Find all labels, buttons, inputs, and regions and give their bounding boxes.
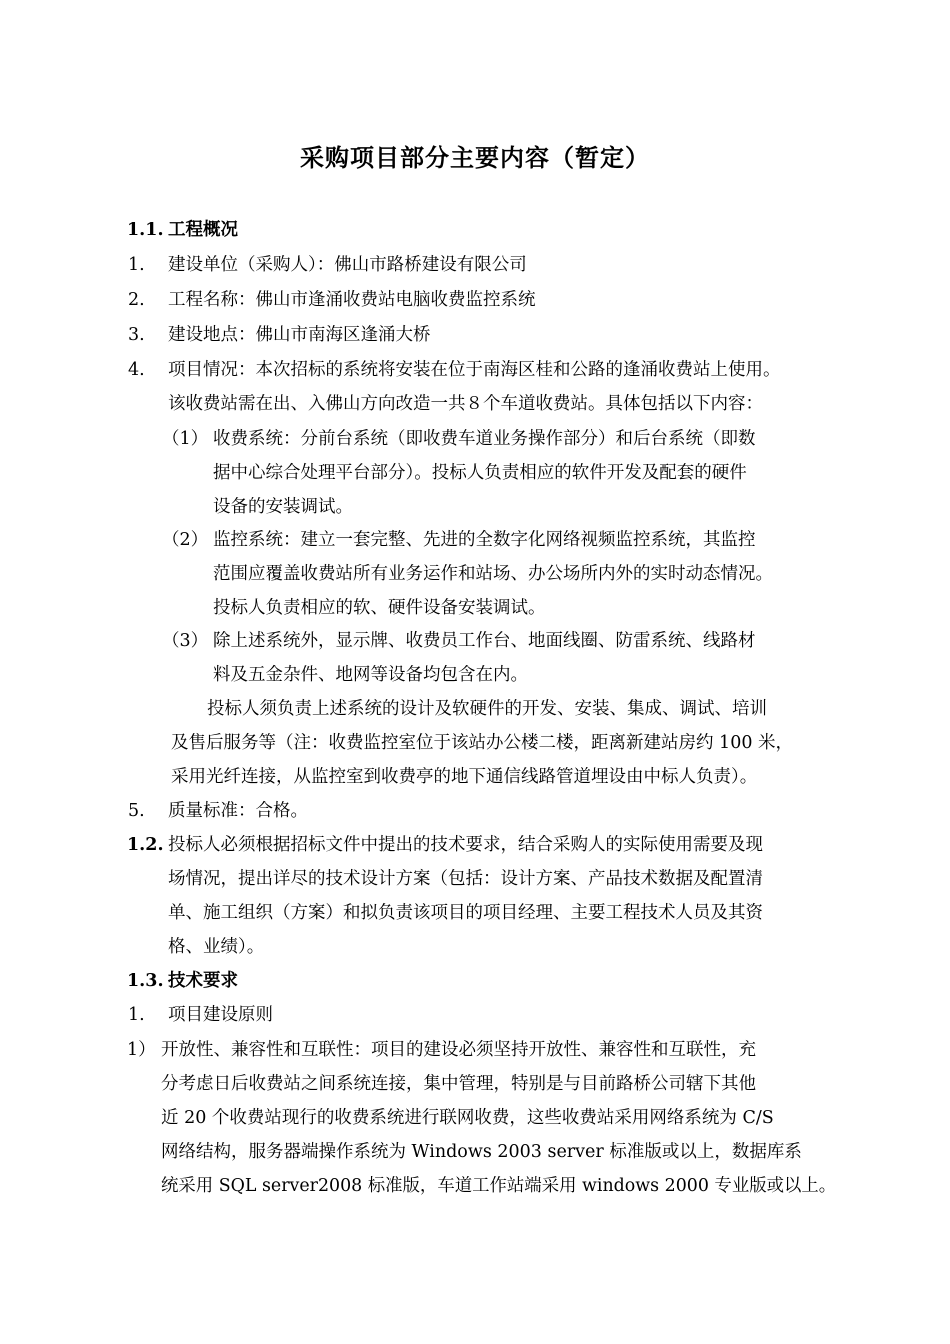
list-number: 4. — [128, 360, 145, 380]
list-item-line: 项目情况：本次招标的系统将安装在位于南海区桂和公路的逢涌收费站上使用。 — [168, 360, 781, 380]
list-item: 项目建设原则 — [168, 1005, 273, 1025]
list-number: 1. — [128, 1005, 145, 1025]
section-line: 场情况，提出详尽的技术设计方案（包括：设计方案、产品技术数据及配置清 — [168, 869, 763, 889]
sub-item-line: 投标人负责相应的软、硬件设备安装调试。 — [213, 598, 546, 618]
list-number: 3. — [128, 325, 145, 345]
paragraph-line: 近 20 个收费站现行的收费系统进行联网收费，这些收费站采用网络系统为 C/S — [161, 1108, 774, 1128]
list-item: 质量标准：合格。 — [168, 801, 308, 821]
list-number: 1） — [127, 1040, 156, 1060]
sub-item-line: 监控系统：建立一套完整、先进的全数字化网络视频监控系统，其监控 — [213, 530, 756, 550]
sub-item-line: 除上述系统外，显示牌、收费员工作台、地面线圈、防雷系统、线路材 — [213, 631, 756, 651]
section-heading: 工程概况 — [168, 220, 238, 240]
sub-item-line: 料及五金杂件、地网等设备均包含在内。 — [213, 665, 528, 685]
list-item-line: 该收费站需在出、入佛山方向改造一共８个车道收费站。具体包括以下内容： — [168, 394, 763, 414]
paragraph-line: 统采用 SQL server2008 标准版，车道工作站端采用 windows 2000 专业版或以上。 — [161, 1176, 837, 1196]
sub-number: （3） — [162, 631, 209, 651]
paragraph-line: 及售后服务等（注：收费监控室位于该站办公楼二楼，距离新建站房约 100 米， — [171, 733, 794, 753]
section-line: 投标人必须根据招标文件中提出的技术要求，结合采购人的实际使用需要及现 — [168, 835, 763, 855]
page-title: 采购项目部分主要内容（暂定） — [300, 143, 650, 172]
list-item: 工程名称：佛山市逢涌收费站电脑收费监控系统 — [168, 290, 536, 310]
sub-item-line: 设备的安装调试。 — [213, 497, 353, 517]
list-number: 5. — [128, 801, 145, 821]
list-item: 建设地点：佛山市南海区逢涌大桥 — [168, 325, 431, 345]
paragraph-line: 开放性、兼容性和互联性：项目的建设必须坚持开放性、兼容性和互联性，充 — [161, 1040, 756, 1060]
sub-number: （2） — [162, 530, 209, 550]
section-line: 格、业绩）。 — [168, 937, 265, 957]
section-heading: 技术要求 — [168, 971, 238, 991]
section-number: 1.3. — [127, 971, 164, 991]
sub-number: （1） — [162, 429, 209, 449]
list-item: 建设单位（采购人）：佛山市路桥建设有限公司 — [168, 255, 527, 275]
list-number: 1. — [128, 255, 145, 275]
section-line: 单、施工组织（方案）和拟负责该项目的项目经理、主要工程技术人员及其资 — [168, 903, 763, 923]
sub-item-line: 据中心综合处理平台部分）。投标人负责相应的软件开发及配套的硬件 — [213, 463, 747, 483]
list-number: 2. — [128, 290, 145, 310]
sub-item-line: 范围应覆盖收费站所有业务运作和站场、办公场所内外的实时动态情况。 — [213, 564, 773, 584]
paragraph-line: 分考虑日后收费站之间系统连接，集中管理，特别是与目前路桥公司辖下其他 — [161, 1074, 756, 1094]
paragraph-line: 投标人须负责上述系统的设计及软硬件的开发、安装、集成、调试、培训 — [207, 699, 767, 719]
section-number: 1.2. — [127, 835, 164, 855]
sub-item-line: 收费系统：分前台系统（即收费车道业务操作部分）和后台系统（即数 — [213, 429, 756, 449]
paragraph-line: 采用光纤连接，从监控室到收费亭的地下通信线路管道埋设由中标人负责）。 — [171, 767, 758, 787]
paragraph-line: 网络结构，服务器端操作系统为 Windows 2003 server 标准版或以上，数据库系 — [161, 1142, 802, 1162]
section-number: 1.1. — [127, 220, 164, 240]
